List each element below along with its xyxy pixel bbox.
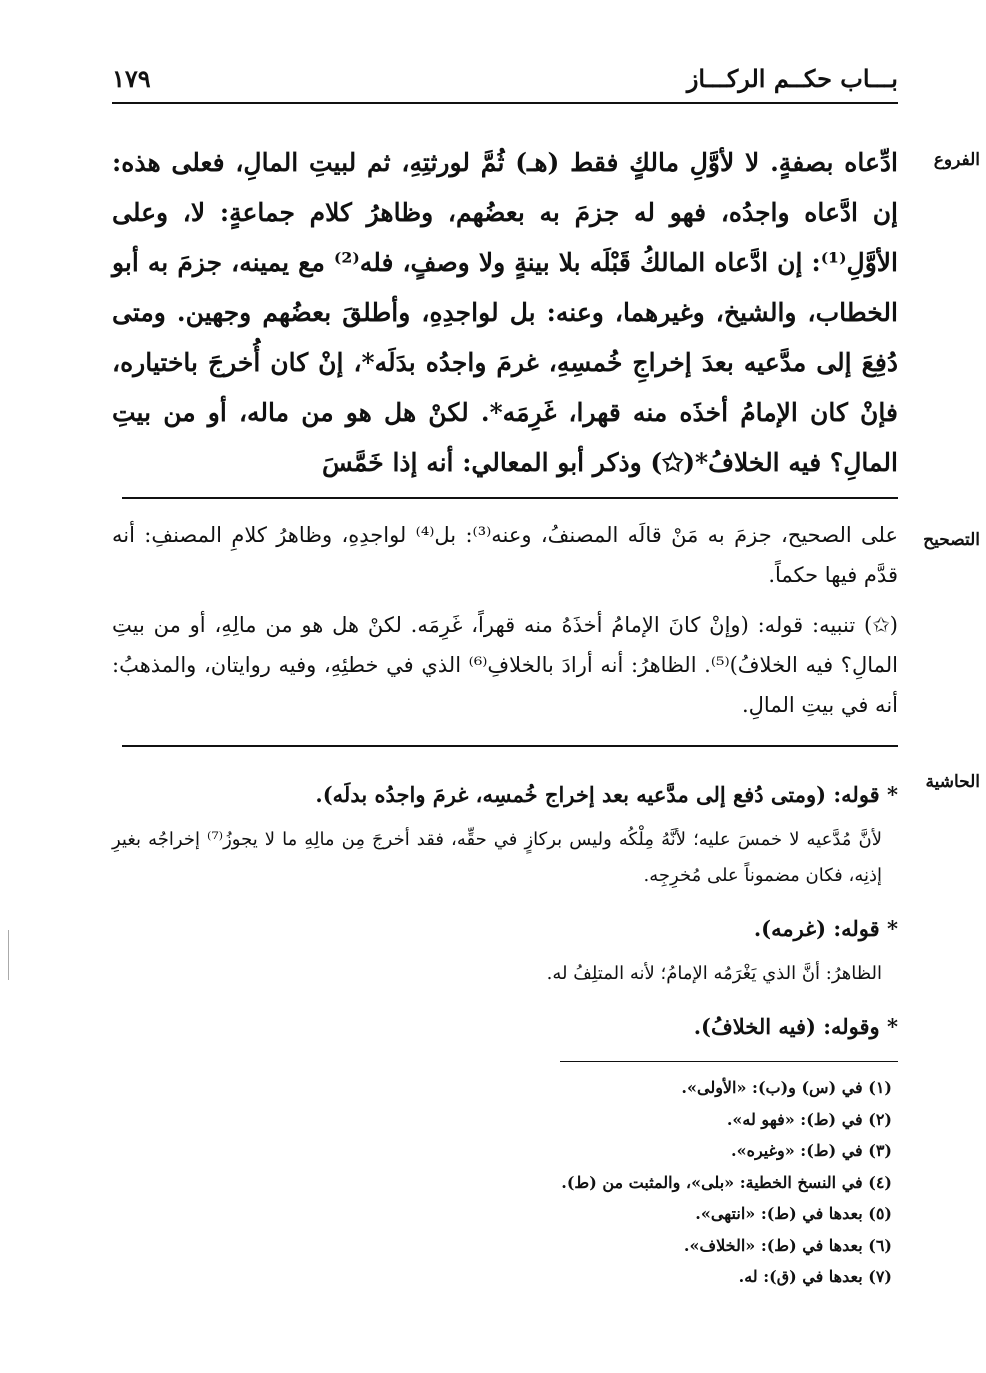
footnote: (٧) بعدها في (ق): له. (738, 1267, 892, 1286)
hashiya-comment: الظاهرُ: أنَّ الذي يَغْرَمُه الإمامُ؛ لأنه المتلِفُ له. (546, 963, 882, 984)
hashiya-comment: لأنَّ مُدَّعيه لا خمسَ عليه؛ لأنَّهُ مِلْكُه وليس بركازٍ في حقِّه، فقد أخرجَ مِن مالِهِ ما لا يجوزُ⁽⁷⁾ إخراجُه بغيرِ إذنِه، فكان مضموناً على مُخرِجِه. (112, 829, 882, 886)
section-divider (122, 497, 898, 499)
hashiya-quote: * قوله: (ومتى دُفع إلى مدَّعيه بعد إخراج خُمسِه، غرمَ واجدُه بدلَه). (315, 782, 898, 807)
scan-margin-mark (8, 930, 9, 980)
footnote-divider (560, 1061, 898, 1062)
footnotes (300, 1072, 892, 1293)
hashiya-label: الحاشية (925, 772, 980, 792)
hashiya-quote: * وقوله: (فيه الخلافُ). (693, 1014, 898, 1039)
tashih-text: على الصحيح، جزمَ به مَنْ قالَه المصنفُ، وعنه⁽³⁾: بل⁽⁴⁾ لواجدِهِ، وظاهرُ كلامِ المصنفِ: أنه قدَّم فيها حكماً. (112, 523, 898, 587)
footnote: (٥) بعدها في (ط): «انتهى». (695, 1204, 892, 1223)
footnote: (١) في (س) و(ب): «الأولى». (681, 1078, 892, 1097)
hashiya-section (112, 778, 898, 1054)
footnote: (٦) بعدها في (ط): «الخلاف». (683, 1235, 892, 1255)
page-number: ١٧٩ (112, 64, 151, 93)
furu-section (112, 138, 898, 488)
tashih-note: (✩) تنبيه: قوله: (وإنْ كانَ الإمامُ أخذَهُ منه قهراً، غَرِمَه. لكنْ هل هو من مالِهِ، أو من بيتِ المالِ؟ فيه الخلافُ)⁽⁵⁾. الظاهرُ: أنه أرادَ بالخلافِ⁽⁶⁾ الذي في خطئِهِ، وفيه روايتان، والمذهبُ: أنه في بيتِ المالِ. (112, 613, 898, 717)
section-divider (122, 745, 898, 747)
tashih-section (112, 515, 898, 725)
footnote: (٤) في النسخ الخطية: «بلى»، والمثبت من (ط). (561, 1172, 892, 1192)
hashiya-quote: * قوله: (غرمه). (753, 916, 898, 941)
chapter-title: بـــاب حكــم الركـــاز (686, 64, 898, 93)
footnote: (٢) في (ط): «فهو له». (726, 1109, 892, 1129)
page-header (112, 62, 898, 104)
footnote: (٣) في (ط): «وغيره». (731, 1141, 892, 1160)
furu-text: ادِّعاه بصفةٍ. لا لأوَّلِ مالكٍ فقط (هـ) ثُمَّ لورثتِهِ، ثم لبيتِ المالِ، فعلى هذه: إن ادَّعاه واجدُه، فهو له جزمَ به بعضُهم، وظاهرُ كلام جماعةٍ: لا، وعلى الأوَّلِ⁽¹⁾: إن ادَّعاه المالكُ قَبْلَه بلا بينةٍ ولا وصفٍ، فله⁽²⁾ مع يمينه، جزمَ به أبو الخطاب، والشيخ، وغيرهما، وعنه: بل لواجدِهِ، وأطلقَ بعضُهم وجهين. ومتى دُفِعَ إلى مدَّعيه بعدَ إخراجِ خُمسِهِ، غرمَ واجدُه بدَلَه*، إنْ كان أُخرجَ باختياره، فإنْ كان الإمامُ أخذَه منه قهرا، غَرِمَه*. لكنْ هل هو من ماله، أو من بيتِ المالِ؟ فيه الخلافُ*(✩) وذكر أبو المعالي: أنه إذا خَمَّسَ (112, 148, 898, 477)
tashih-label: التصحيح (923, 530, 980, 550)
furu-label: الفروع (933, 150, 980, 170)
